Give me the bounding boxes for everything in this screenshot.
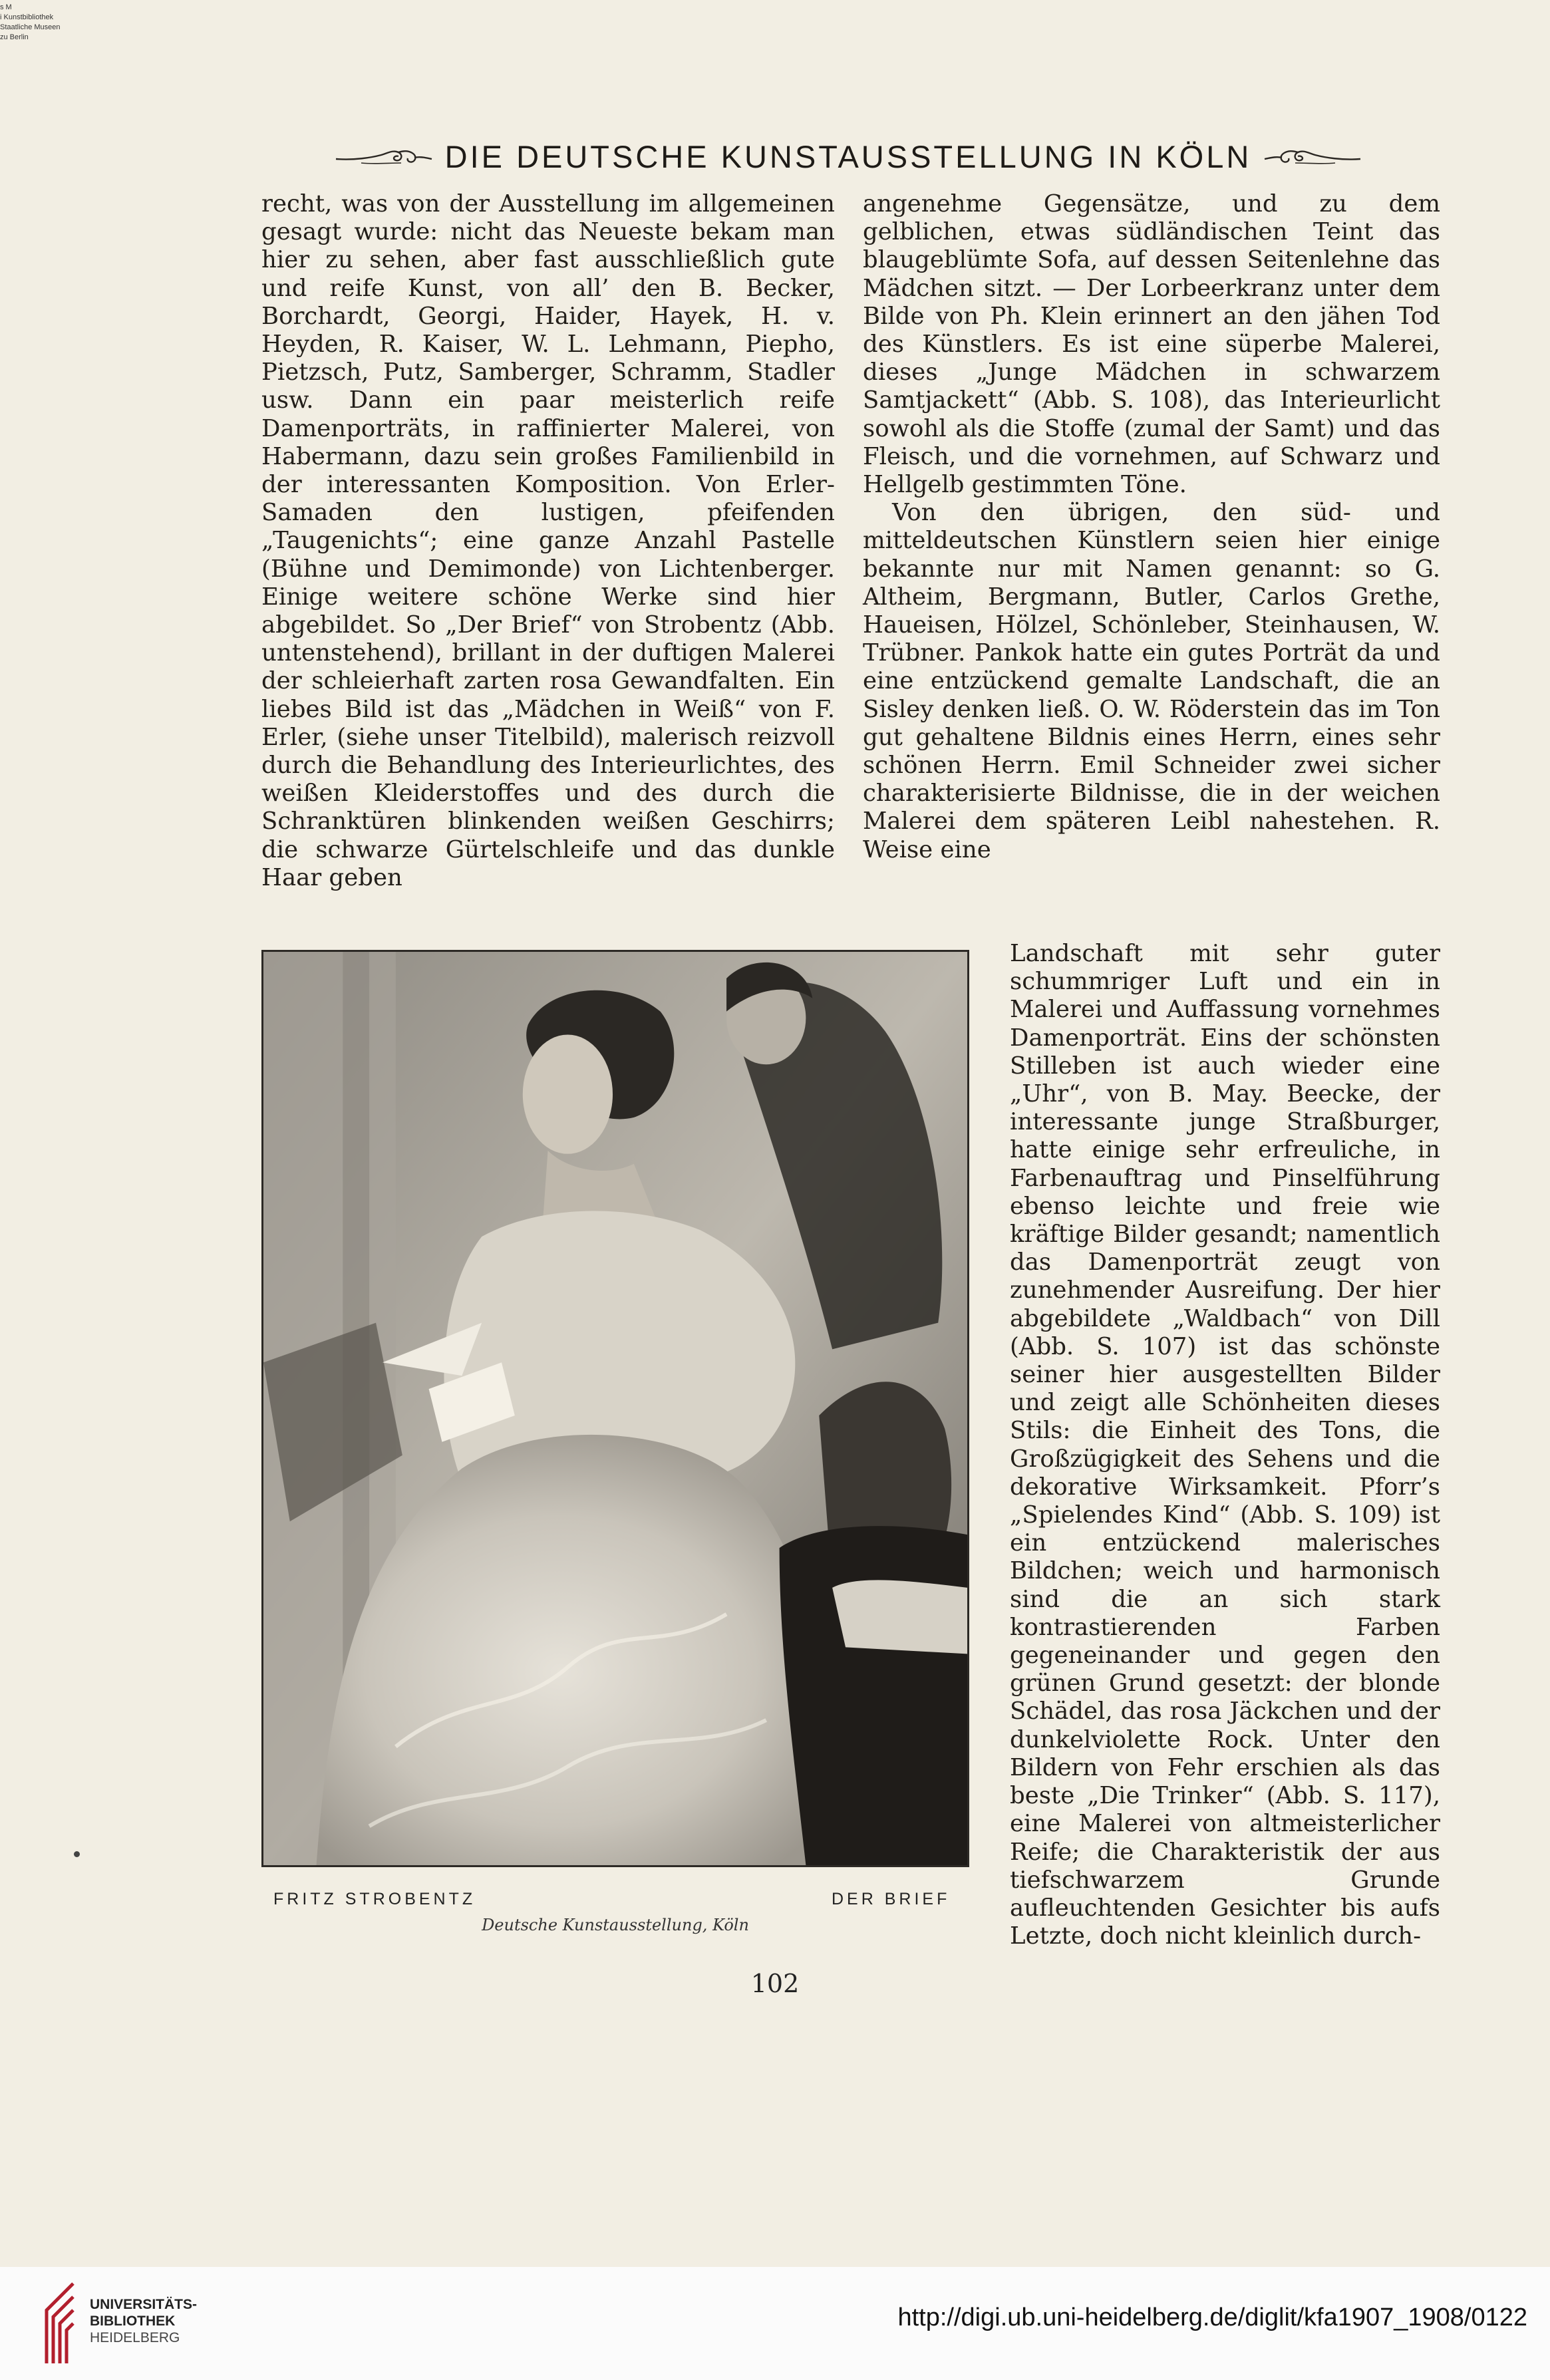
right-ornament-icon: [1262, 143, 1362, 170]
stamp-line-3: Staatliche Museen: [0, 23, 61, 31]
left-ornament-icon: [335, 143, 434, 170]
margin-mark: [74, 1851, 80, 1857]
caption-title: DER BRIEF: [832, 1890, 951, 1908]
painting-image: [263, 952, 967, 1865]
stamp-line-4: zu Berlin: [0, 33, 29, 41]
library-stamp: [0, 3, 86, 43]
paragraph: Von den übrigen, den süd- und mitteldeutschen Künstlern seien hier einige bekannte nur mit Namen genannt: so G. Altheim, Bergmann, Butler, Carlos Grethe, Haueisen, Hölzel, Schönleber, Steinhausen, W. Trübner. Pankok hatte ein gutes Porträt da und eine entzückend gemalte Landschaft, die an Sisley denken ließ. O. W. Röderstein das im Ton gut gehaltene Bildnis eines Herrn, eines sehr schönen Herrn. Emil Schneider zwei sicher charakterisierte Bildnisse, die in der weichen Malerei dem späteren Leibl nahestehen. R. Weise eine: [863, 499, 1440, 863]
logo-line-3: HEIDELBERG: [90, 2330, 180, 2345]
logo-line-2: BIBLIOTHEK: [90, 2313, 176, 2329]
header-title: DIE DEUTSCHE KUNSTAUSSTELLUNG IN KÖLN: [444, 138, 1252, 174]
logo-line-1: UNIVERSITÄTS-: [90, 2297, 198, 2312]
running-header: [333, 133, 1364, 180]
caption-source: Deutsche Kunstausstellung, Köln: [482, 1916, 749, 1934]
stamp-line-2: i Kunstbibliothek: [0, 13, 54, 21]
narrow-text-column: [1010, 940, 1440, 1950]
library-logo-text: [90, 2296, 197, 2346]
paragraph: angenehme Gegensätze, und zu dem gelblichen, etwas südländischen Teint das blaugeblümte Sofa, auf dessen Seitenlehne das Mädchen sitzt. — Der Lorbeerkranz unter dem Bilde von Ph. Klein erinnert an den jähen Tod des Künstlers. Es ist eine süperbe Malerei, dieses „Junge Mädchen in schwarzem Samtjackett“ (Abb. S. 108), das Interieurlicht sowohl als die Stoffe (zumal der Samt) und das Fleisch, und die vornehmen, auf Schwarz und Hellgelb gestimmten Töne.: [863, 190, 1440, 499]
stamp-line-1: s M: [0, 3, 12, 11]
right-text-column: [863, 190, 1440, 864]
left-text-column: [261, 190, 835, 892]
footer-bar: [0, 2267, 1550, 2380]
painting-illustration: [261, 950, 969, 1867]
source-url-link[interactable]: http://digi.ub.uni-heidelberg.de/diglit/kfa1907_1908/0122: [897, 2304, 1527, 2331]
caption-artist: FRITZ STROBENTZ: [273, 1890, 476, 1908]
paragraph: recht, was von der Ausstellung im allgemeinen gesagt wurde: nicht das Neueste bekam man hier zu sehen, aber fast ausschließlich gute und reife Kunst, von all’ den B. Becker, Borchardt, Georgi, Haider, Hayek, H. v. Heyden, R. Kaiser, W. L. Lehmann, Piepho, Pietzsch, Putz, Samberger, Schramm, Stadler usw. Dann ein paar meisterlich reife Damenporträts, in raffinierter Malerei, von Habermann, dazu sein großes Familienbild in der interessanten Komposition. Von Erler-Samaden den lustigen, pfeifenden „Taugenichts“; eine ganze Anzahl Pastelle (Bühne und Demimonde) von Lichtenberger. Einige weitere schöne Werke sind hier abgebildet. So „Der Brief“ von Strobentz (Abb. untenstehend), brillant in der duftigen Malerei der schleierhaft zarten rosa Gewandfalten. Ein liebes Bild ist das „Mädchen in Weiß“ von F. Erler, (siehe unser Titelbild), malerisch reizvoll durch die Behandlung des Interieurlichtes, des weißen Kleiderstoffes und des durch die Schranktüren blinkenden weißen Geschirrs; die schwarze Gürtelschleife und das dunkle Haar geben: [261, 190, 835, 891]
library-logo-icon: [40, 2280, 80, 2367]
paragraph: Landschaft mit sehr guter schummriger Luft und ein in Malerei und Auffassung vornehmes Damenporträt. Eins der schönsten Stilleben ist auch wieder eine „Uhr“, von B. May. Beecke, der interessante junge Straßburger, hatte einige sehr erfreuliche, in Farbenauftrag und Pinselführung ebenso leichte und freie wie kräftige Bilder gesandt; namentlich das Damenporträt zeugt von zunehmender Ausreifung. Der hier abgebildete „Waldbach“ von Dill (Abb. S. 107) ist das schönste seiner hier ausgestellten Bilder und zeigt alle Schönheiten dieses Stils: die Einheit des Tons, die Großzügigkeit des Sehens und die dekorative Wirksamkeit. Pforr’s „Spielendes Kind“ (Abb. S. 109) ist ein entzückend malerisches Bildchen; weich und harmonisch sind die an sich stark kontrastierenden Farben gegeneinander und gegen den grünen Grund gesetzt: der blonde Schädel, das rosa Jäckchen und der dunkelviolette Rock. Unter den Bildern von Fehr erschien als das beste „Die Trinker“ (Abb. S. 117), eine Malerei von altmeisterlicher Reife; die Charakteristik der aus tiefschwarzem Grunde aufleuchtenden Gesichter bis aufs Letzte, doch nicht kleinlich durch-: [1010, 940, 1440, 1950]
page-number: 102: [750, 1969, 800, 1998]
